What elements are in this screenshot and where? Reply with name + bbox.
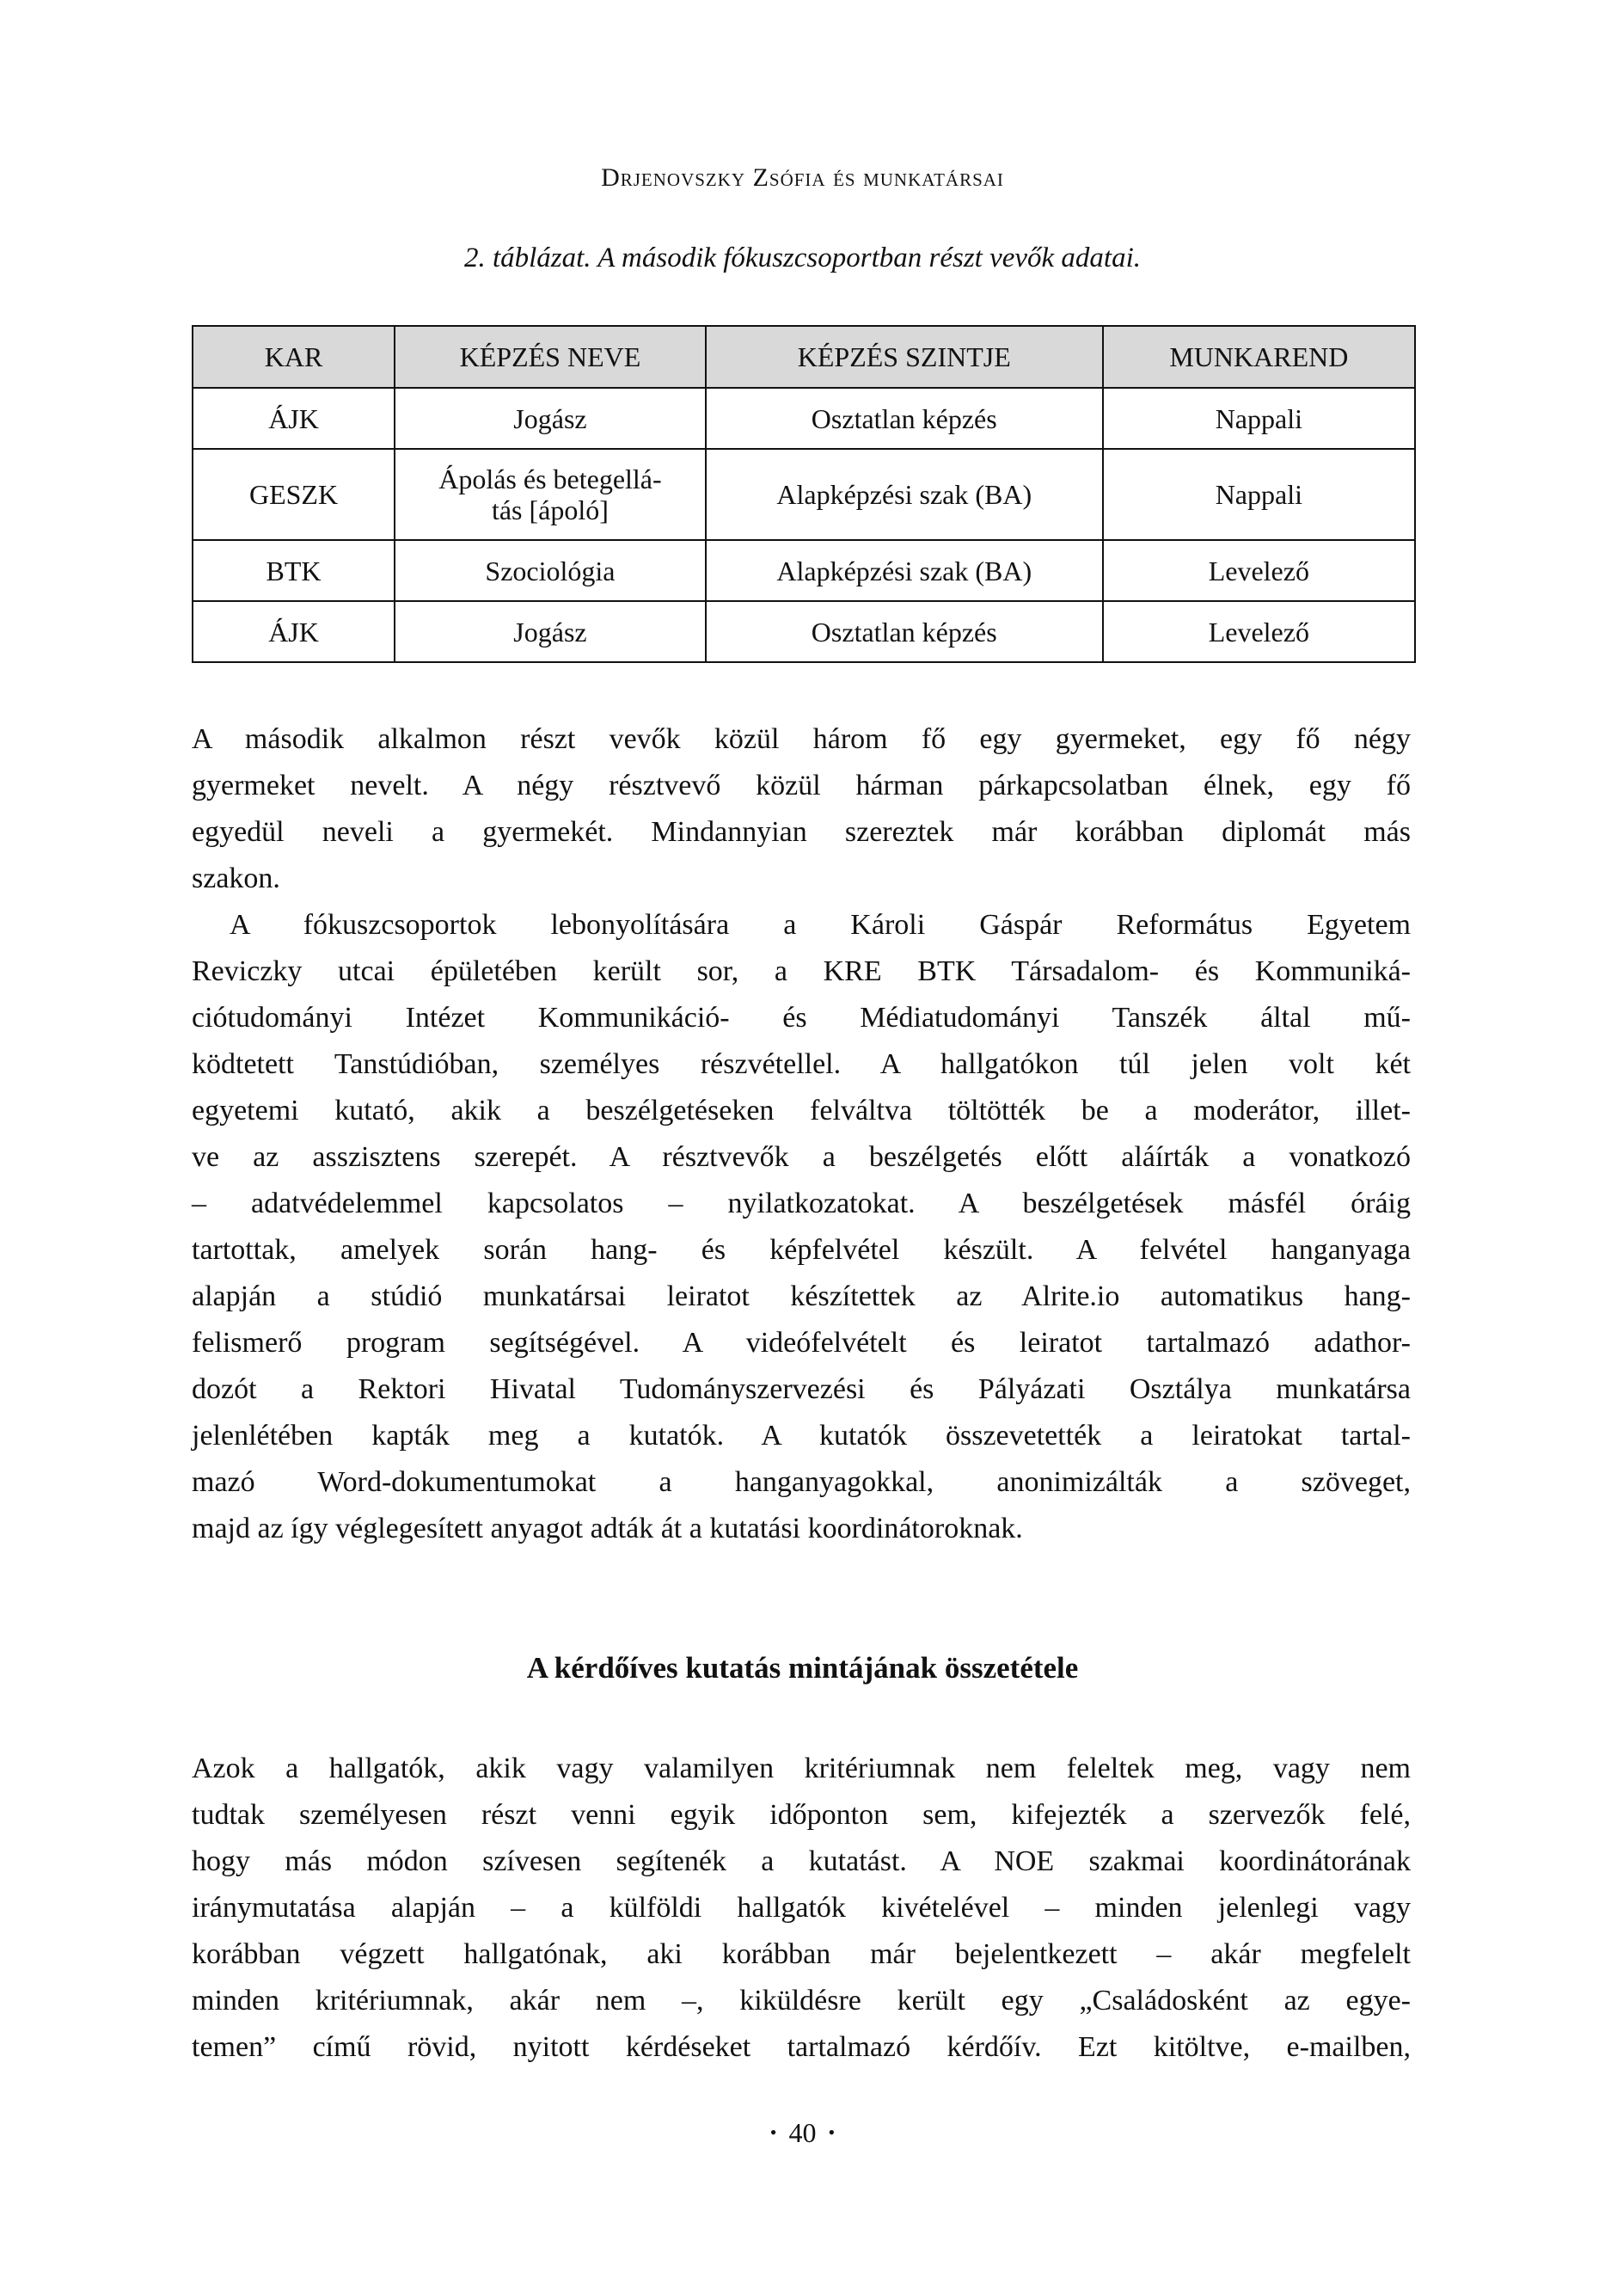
text-line: korábban végzett hallgatónak, aki korábban már bejelentkezett – akár megfelelt	[192, 1938, 1411, 1970]
text-line: egyedül neveli a gyermekét. Mindannyian szereztek már korábban diplomát más	[192, 816, 1411, 848]
text-line: A második alkalmon részt vevők közül három fő egy gyermeket, egy fő négy	[192, 723, 1411, 755]
cell-kar: BTK	[193, 540, 395, 601]
text-line: A fókuszcsoportok lebonyolítására a Károli Gáspár Református Egyetem	[230, 909, 1411, 941]
text-line: ciótudományi Intézet Kommunikáció- és Médiatudományi Tanszék által mű-	[192, 1002, 1411, 1034]
paragraph-1	[192, 716, 1411, 902]
cell-munkarend: Nappali	[1103, 388, 1415, 449]
text-line: iránymutatása alapján – a külföldi hallgatók kivételével – minden jelenlegi vagy	[192, 1892, 1411, 1924]
cell-munkarend: Nappali	[1103, 449, 1415, 540]
text-line: dozót a Rektori Hivatal Tudományszervezési és Pályázati Osztálya munkatársa	[192, 1373, 1411, 1405]
cell-kar: GESZK	[193, 449, 395, 540]
cell-kepzes-szintje: Alapképzési szak (BA)	[706, 449, 1103, 540]
text-line: felismerő program segítségével. A videófelvételt és leiratot tartalmazó adathor-	[192, 1327, 1411, 1359]
table-caption: 2. táblázat. A második fókuszcsoportban részt vevők adatai.	[463, 242, 1142, 273]
cell-kepzes-neve: Jogász	[395, 388, 706, 449]
text-line: temen” című rövid, nyitott kérdéseket tartalmazó kérdőív. Ezt kitöltve, e-mailben,	[192, 2031, 1411, 2063]
text-line: Reviczky utcai épületében került sor, a KRE BTK Társadalom- és Kommuniká-	[192, 955, 1411, 987]
cell-kepzes-neve	[395, 449, 706, 540]
text-line: minden kritériumnak, akár nem –, kiküldésre került egy „Családosként az egye-	[192, 1985, 1411, 2017]
text-line: jelenlétében kapták meg a kutatók. A kutatók összevetették a leiratokat tartal-	[192, 1420, 1411, 1452]
text-line: ve az asszisztens szerepét. A résztvevők a beszélgetés előtt aláírták a vonatkozó	[192, 1141, 1411, 1173]
paragraph-3	[192, 1746, 1411, 2071]
participants-table	[192, 325, 1416, 663]
column-header-munkarend: MUNKAREND	[1103, 326, 1415, 388]
table-row	[193, 601, 1415, 662]
cell-kar: ÁJK	[193, 388, 395, 449]
running-head: Drjenovszky Zsófia és munkatársai	[601, 163, 1004, 192]
text-line: alapján a stúdió munkatársai leiratot készítettek az Alrite.io automatikus hang-	[192, 1280, 1411, 1312]
cell-munkarend: Levelező	[1103, 540, 1415, 601]
bullet-icon: •	[828, 2121, 836, 2143]
text-line: szakon.	[192, 863, 280, 894]
table-row	[193, 388, 1415, 449]
text-line: majd az így véglegesített anyagot adták át a kutatási koordinátoroknak.	[192, 1513, 1023, 1544]
table-row	[193, 449, 1415, 540]
cell-munkarend: Levelező	[1103, 601, 1415, 662]
paragraph-2	[192, 902, 1411, 1552]
cell-kepzes-neve: Jogász	[395, 601, 706, 662]
section-heading: A kérdőíves kutatás mintájának összetétele	[526, 1651, 1079, 1685]
table-header-row	[193, 326, 1415, 388]
table-row	[193, 540, 1415, 601]
column-header-kepzes-neve: KÉPZÉS NEVE	[395, 326, 706, 388]
text-line: tudtak személyesen részt venni egyik időponton sem, kifejezték a szervezők felé,	[192, 1799, 1411, 1831]
cell-line: tás [ápoló]	[491, 494, 609, 525]
text-line: ködtetett Tanstúdióban, személyes részvétellel. A hallgatókon túl jelen volt két	[192, 1048, 1411, 1080]
text-line: gyermeket nevelt. A négy résztvevő közül hárman párkapcsolatban élnek, egy fő	[192, 770, 1411, 801]
cell-kar: ÁJK	[193, 601, 395, 662]
column-header-kar: KAR	[193, 326, 395, 388]
text-line: – adatvédelemmel kapcsolatos – nyilatkozatokat. A beszélgetések másfél óráig	[192, 1188, 1411, 1219]
cell-kepzes-szintje: Alapképzési szak (BA)	[706, 540, 1103, 601]
cell-line: Ápolás és betegellá-	[438, 463, 662, 494]
cell-kepzes-neve: Szociológia	[395, 540, 706, 601]
text-line: tartottak, amelyek során hang- és képfelvétel készült. A felvétel hanganyaga	[192, 1234, 1411, 1266]
cell-kepzes-szintje: Osztatlan képzés	[706, 388, 1103, 449]
text-line: Azok a hallgatók, akik vagy valamilyen kritériumnak nem feleltek meg, vagy nem	[192, 1753, 1411, 1784]
cell-kepzes-szintje: Osztatlan képzés	[706, 601, 1103, 662]
page-number: 40	[788, 2117, 817, 2148]
text-line: mazó Word-dokumentumokat a hanganyagokkal, anonimizálták a szöveget,	[192, 1466, 1411, 1498]
bullet-icon: •	[769, 2121, 777, 2143]
text-line: egyetemi kutató, akik a beszélgetéseken felváltva töltötték be a moderátor, illet-	[192, 1095, 1411, 1127]
text-line: hogy más módon szívesen segítenék a kutatást. A NOE szakmai koordinátorának	[192, 1845, 1411, 1877]
page-footer	[0, 2117, 1605, 2149]
column-header-kepzes-szintje: KÉPZÉS SZINTJE	[706, 326, 1103, 388]
